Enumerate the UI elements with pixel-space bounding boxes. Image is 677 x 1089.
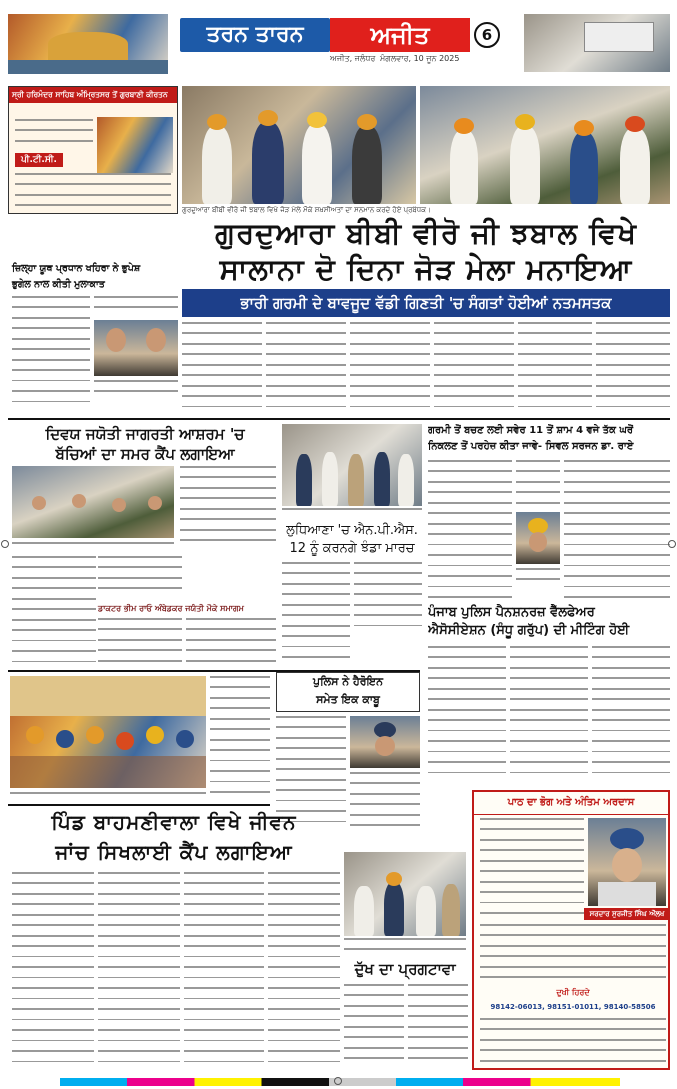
registration-mark-bottom: [334, 1077, 342, 1085]
side-story-text-col1: [12, 296, 90, 406]
ambedkar-text-col2: [186, 618, 276, 666]
ambedkar-subhead: ਡਾਕਟਰ ਭੀਮ ਰਾਓ ਅੰਬੇਡਕਰ ਜਯੰਤੀ ਮੌਕੇ ਸਮਾਗਮ: [98, 604, 244, 613]
summer-camp-photo: [12, 466, 174, 538]
deceased-portrait: [588, 818, 666, 906]
jor-mela-photo-right: [420, 86, 670, 204]
side-story-caption: [94, 380, 178, 400]
police-text-col3: [592, 646, 670, 776]
camp-text-col2: [98, 556, 182, 600]
arrest-headline-line2: ਸਮੇਤ ਇਕ ਕਾਬੂ: [316, 693, 380, 706]
masthead-subline: [180, 54, 500, 66]
village-text-right-col1: [210, 676, 270, 800]
registration-mark-left: [1, 540, 9, 548]
condolence-headline: ਦੁੱਖ ਦਾ ਪ੍ਰਗਟਾਵਾ: [354, 960, 456, 978]
main-subhead: ਭਾਰੀ ਗਰਮੀ ਦੇ ਬਾਵਜੂਦ ਵੱਡੀ ਗਿਣਤੀ 'ਚ ਸੰਗਤਾਂ ਹੋਈਆਂ ਨਤਮਸਤਕ: [182, 289, 670, 317]
village-camp-photo: [10, 676, 206, 788]
masthead-edition: ਅਜੀਤ, ਜਲੰਧਰ: [330, 54, 376, 63]
main-headline-line1: ਗੁਰਦੁਆਰਾ ਬੀਬੀ ਵੀਰੋ ਜੀ ਝਬਾਲ ਵਿਖੇ: [215, 216, 637, 250]
ad-details: [480, 924, 666, 984]
main-story-col6: [596, 322, 670, 414]
meeting-photo: [344, 852, 466, 936]
police-headline-line1: ਪੰਜਾਬ ਪੁਲਿਸ ਪੈਨਸ਼ਨਰਜ਼ ਵੈੱਲਫੇਅਰ: [428, 605, 595, 620]
village-headline-line2: ਜਾਂਚ ਸਿਖਲਾਈ ਕੈਂਪ ਲਗਾਇਆ: [55, 840, 293, 864]
village-text-col3: [184, 872, 264, 1068]
civil-surgeon-photo: [516, 512, 560, 564]
building-photo: [524, 14, 670, 72]
main-headline-line2: ਸਾਲਾਨਾ ਦੋ ਦਿਨਾ ਜੋੜ ਮੇਲਾ ਮਨਾਇਆ: [219, 252, 633, 286]
arrest-text-col2: [350, 772, 420, 826]
nps-text-col2: [354, 562, 422, 626]
police-text-col2: [510, 646, 588, 776]
camp-headline-line1: ਦਿਵਯ ਜਯੋਤੀ ਜਾਗਰਤੀ ਆਸ਼ਰਮ 'ਚ: [45, 425, 245, 443]
golden-temple-photo: [8, 14, 168, 74]
ad-contact: 98142-06013, 98151-01011, 98140-58506: [490, 1003, 656, 1011]
nps-group-photo: [282, 424, 422, 506]
masthead-right-title: ਅਜੀਤ: [330, 18, 470, 52]
heat-text-col2: [516, 460, 560, 510]
camp-headline-line2: ਬੱਚਿਆਂ ਦਾ ਸਮਰ ਕੈਂਪ ਲਗਾਇਆ: [55, 445, 235, 463]
police-text-col1: [428, 646, 506, 776]
arrest-headline-line1: ਪੁਲਿਸ ਨੇ ਹੈਰੋਇਨ: [313, 675, 383, 688]
heat-headline-line2: ਨਿਕਲਣ ਤੋਂ ਪਰਹੇਜ਼ ਕੀਤਾ ਜਾਵੇ- ਸਿਵਲ ਸਰਜਨ ਡਾ. ਰਾਏ: [428, 441, 634, 452]
deceased-name: ਸਰਦਾਰ ਸੁਰਜੀਤ ਸਿੰਘ ਔਲਖ: [584, 908, 670, 920]
promo-title: ਸ੍ਰੀ ਹਰਿਮੰਦਰ ਸਾਹਿਬ ਅੰਮ੍ਰਿਤਸਰ ਤੋਂ ਗੁਰਬਾਣੀ ਕੀਰਤਨ: [9, 87, 177, 103]
nps-photo-caption: [282, 508, 422, 516]
heat-text-col1: [428, 460, 512, 600]
side-story-text-col2: [94, 296, 178, 318]
nps-headline-line2: 12 ਨੂੰ ਕਰਨਗੇ ਝੰਡਾ ਮਾਰਚ: [289, 541, 415, 556]
masthead-left-title: ਤਰਨ ਤਾਰਨ: [180, 18, 330, 52]
section-divider-3: [8, 804, 270, 806]
civil-surgeon-caption: [516, 568, 560, 586]
nps-headline-line1: ਲੁਧਿਆਣਾ 'ਚ ਐਨ.ਪੀ.ਐਸ.: [286, 523, 418, 538]
camp-text-col1: [12, 556, 96, 666]
print-info-strip: [0, 0, 677, 12]
main-story-col2: [266, 322, 346, 414]
village-photo-caption: [10, 792, 206, 800]
arrest-headline-box: [276, 672, 420, 712]
main-story-col5: [518, 322, 592, 414]
promo-badge: ਪੀ.ਟੀ.ਸੀ.: [15, 153, 63, 167]
page-number: 6: [474, 22, 500, 48]
registration-mark-right: [668, 540, 676, 548]
village-text-col4: [268, 872, 340, 1068]
ad-text-left: [480, 818, 584, 914]
top-photo-caption: ਗੁਰਦੁਆਰਾ ਬੀਬੀ ਵੀਰੋ ਜੀ ਝਬਾਲ ਵਿਖੇ ਜੋੜ ਮੇਲੇ ਮੌਕੇ ਸ਼ਖ਼ਸੀਅਤਾਂ ਦਾ ਸਨਮਾਨ ਕਰਦੇ ਹੋਏ ਪ੍ਰਬੰਧਕ।: [182, 206, 431, 214]
promo-schedule-text: [15, 173, 171, 211]
promo-temple-photo: [97, 117, 173, 173]
side-story-headline-line1: ਜ਼ਿਲ੍ਹਾ ਯੂਥ ਪ੍ਰਧਾਨ ਖਹਿਰਾ ਨੇ ਭੁਪੇਸ਼: [12, 263, 141, 274]
camp-photo-caption: [12, 542, 174, 550]
meeting-photo-caption: [344, 938, 466, 956]
masthead-date: ਮੰਗਲਵਾਰ, 10 ਜੂਨ 2025: [380, 54, 460, 63]
village-headline-line1: ਪਿੰਡ ਬਾਹਮਣੀਵਾਲਾ ਵਿਖੇ ਜੀਵਨ: [51, 810, 297, 834]
side-story-headline-line2: ਭੁਗੇਲ ਨਾਲ ਕੀਤੀ ਮੁਲਾਕਾਤ: [12, 279, 105, 290]
camp-text-right: [180, 466, 276, 544]
kirtan-promo-box: [8, 86, 178, 214]
main-story-col1: [182, 322, 262, 414]
promo-text: [15, 119, 93, 151]
youth-president-photo: [94, 320, 178, 376]
jor-mela-photo-left: [182, 86, 416, 204]
main-story-col3: [350, 322, 430, 414]
obituary-ad: [472, 790, 670, 1070]
village-text-col1: [12, 872, 94, 1068]
nps-text-col1: [282, 562, 350, 666]
ad-footer-label: ਦੁਖੀ ਹਿਰਦੇ: [556, 988, 590, 997]
condolence-text-col1: [344, 984, 404, 1068]
ad-bottom-text: [480, 1018, 666, 1068]
police-headline-line2: ਐਸੋਸੀਏਸ਼ਨ (ਸੰਧੂ ਗਰੁੱਪ) ਦੀ ਮੀਟਿੰਗ ਹੋਈ: [428, 623, 630, 638]
ad-title: ਪਾਠ ਦਾ ਭੋਗ ਅਤੇ ਅੰਤਿਮ ਅਰਦਾਸ: [474, 792, 668, 815]
police-officer-photo: [350, 716, 420, 768]
ambedkar-text-col1: [98, 618, 182, 666]
village-text-col2: [98, 872, 180, 1068]
heat-text-col3: [564, 460, 670, 600]
masthead: [180, 18, 500, 68]
heat-headline-line1: ਗਰਮੀ ਤੋਂ ਬਚਣ ਲਈ ਸਵੇਰ 11 ਤੋਂ ਸ਼ਾਮ 4 ਵਜੇ ਤੱਕ ਘਰੋਂ: [428, 425, 634, 436]
main-story-col4: [434, 322, 514, 414]
section-divider: [8, 418, 670, 420]
condolence-text-col2: [408, 984, 468, 1068]
